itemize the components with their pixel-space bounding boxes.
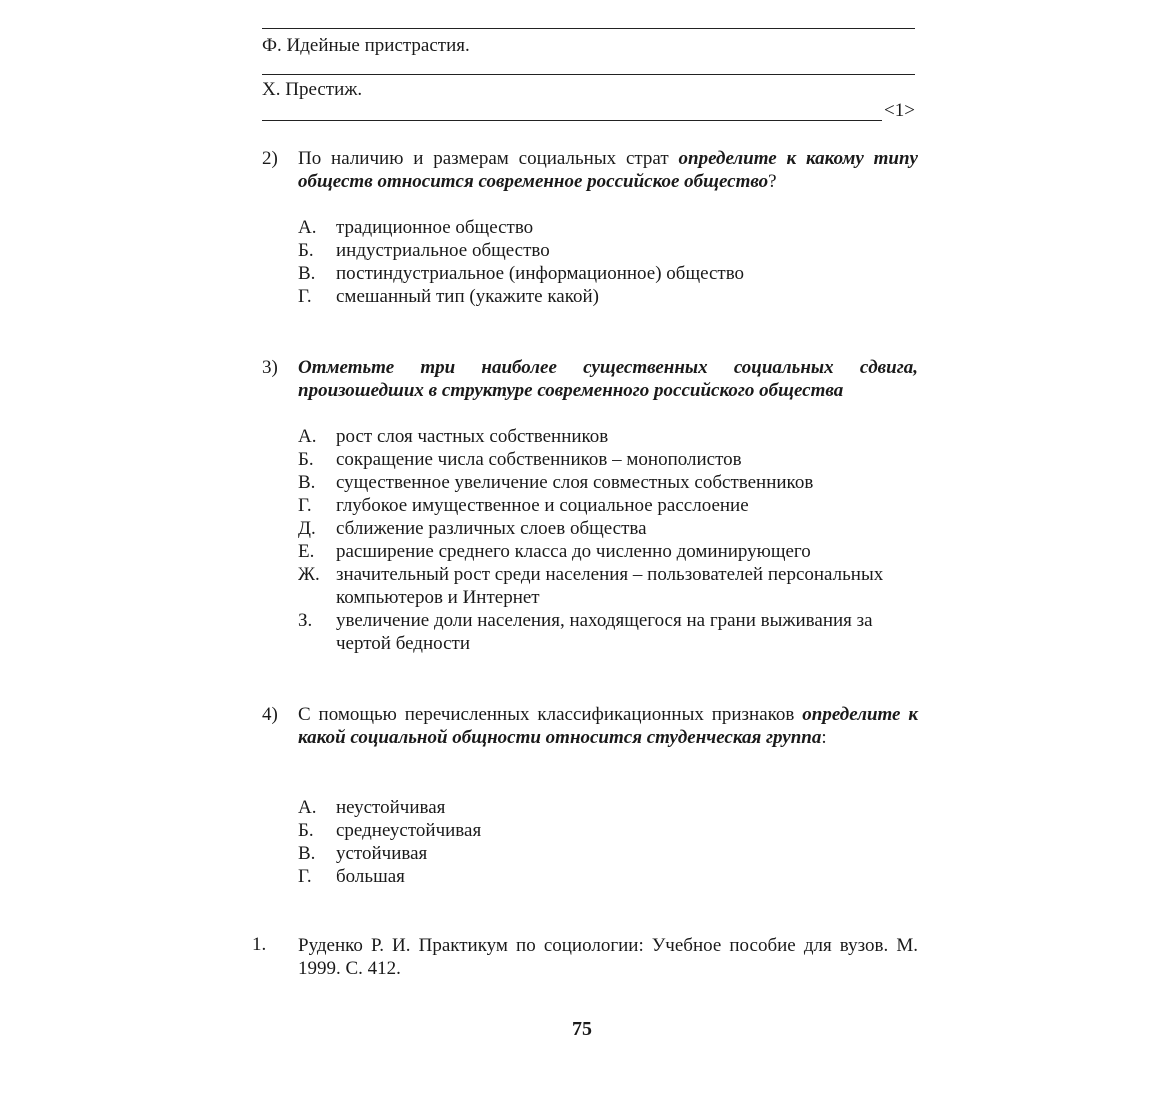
option-letter: В. bbox=[298, 472, 316, 493]
option-text: рост слоя частных собственников bbox=[336, 426, 609, 447]
option-letter: З. bbox=[298, 610, 313, 631]
question-4-text bbox=[298, 703, 918, 749]
question-2-option bbox=[298, 285, 918, 308]
option-text: традиционное общество bbox=[336, 217, 534, 238]
answer-line-3 bbox=[262, 120, 882, 121]
question-2-plain: По наличию и размерам социальных страт bbox=[298, 148, 679, 169]
question-3-option bbox=[298, 540, 918, 563]
option-text: неустойчивая bbox=[336, 797, 446, 818]
option-text: глубокое имущественное и социальное расслоение bbox=[336, 495, 749, 516]
question-2-text bbox=[298, 147, 918, 193]
header-item-h: Х. Престиж. bbox=[262, 79, 363, 100]
option-letter: Ж. bbox=[298, 564, 320, 585]
question-3-number: 3) bbox=[262, 357, 278, 378]
option-text: сокращение числа собственников – монополистов bbox=[336, 449, 742, 470]
question-2-option bbox=[298, 216, 918, 239]
question-3-emphasis: Отметьте три наиболее существенных социальных сдвига, произошедших в структуре современного российского общества bbox=[298, 357, 918, 401]
option-letter: Б. bbox=[298, 449, 314, 470]
option-text: увеличение доли населения, находящегося на грани выживания за чертой бедности bbox=[336, 610, 873, 654]
option-text: расширение среднего класса до численно доминирующего bbox=[336, 541, 811, 562]
question-4-tail: : bbox=[821, 727, 827, 748]
option-text: значительный рост среди населения – пользователей персональных компьютеров и Интернет bbox=[336, 564, 884, 608]
question-4-option bbox=[298, 865, 918, 888]
question-4-option bbox=[298, 842, 918, 865]
option-letter: Г. bbox=[298, 866, 312, 887]
question-3-option bbox=[298, 425, 918, 448]
question-3-option bbox=[298, 494, 918, 517]
option-letter: В. bbox=[298, 263, 316, 284]
question-3-option bbox=[298, 471, 918, 494]
option-letter: Г. bbox=[298, 495, 312, 516]
option-letter: А. bbox=[298, 797, 317, 818]
option-text: сближение различных слоев общества bbox=[336, 518, 647, 539]
footnote-text: Руденко Р. И. Практикум по социологии: Учебное пособие для вузов. М. 1999. С. 412. bbox=[298, 935, 918, 979]
option-text: устойчивая bbox=[336, 843, 428, 864]
option-letter: Е. bbox=[298, 541, 315, 562]
question-2-emphasis: определите к какому типу обществ относится современное российское общество bbox=[298, 148, 918, 192]
question-2-option bbox=[298, 239, 918, 262]
option-letter: Г. bbox=[298, 286, 312, 307]
answer-line-2 bbox=[262, 74, 915, 75]
option-text: среднеустойчивая bbox=[336, 820, 482, 841]
header-item-f: Ф. Идейные пристрастия. bbox=[262, 35, 470, 56]
question-2-number: 2) bbox=[262, 148, 278, 169]
option-letter: А. bbox=[298, 426, 317, 447]
question-3-text bbox=[298, 356, 918, 402]
option-text: смешанный тип (укажите какой) bbox=[336, 286, 599, 307]
option-text: большая bbox=[336, 866, 405, 887]
question-3-option bbox=[298, 448, 918, 471]
option-letter: В. bbox=[298, 843, 316, 864]
option-text: индустриальное общество bbox=[336, 240, 550, 261]
question-2-option bbox=[298, 262, 918, 285]
question-4-plain: С помощью перечисленных классификационных признаков bbox=[298, 704, 803, 725]
question-3-option bbox=[298, 609, 918, 655]
footnote-number: 1. bbox=[252, 934, 267, 955]
option-letter: Б. bbox=[298, 240, 314, 261]
question-4-emphasis: определите к какой социальной общности относится студенческая группа bbox=[298, 704, 918, 748]
question-4-option bbox=[298, 819, 918, 842]
page-number: 75 bbox=[572, 1018, 592, 1040]
option-letter: Б. bbox=[298, 820, 314, 841]
footnote-reference: <1> bbox=[884, 100, 915, 121]
option-letter: А. bbox=[298, 217, 317, 238]
option-text: постиндустриальное (информационное) общество bbox=[336, 263, 745, 284]
answer-line-1 bbox=[262, 28, 915, 29]
question-3-option bbox=[298, 517, 918, 540]
option-text: существенное увеличение слоя совместных собственников bbox=[336, 472, 814, 493]
option-letter: Д. bbox=[298, 518, 316, 539]
question-3-option bbox=[298, 563, 918, 609]
question-4-number: 4) bbox=[262, 704, 278, 725]
question-4-option bbox=[298, 796, 918, 819]
question-2-tail: ? bbox=[768, 171, 777, 192]
